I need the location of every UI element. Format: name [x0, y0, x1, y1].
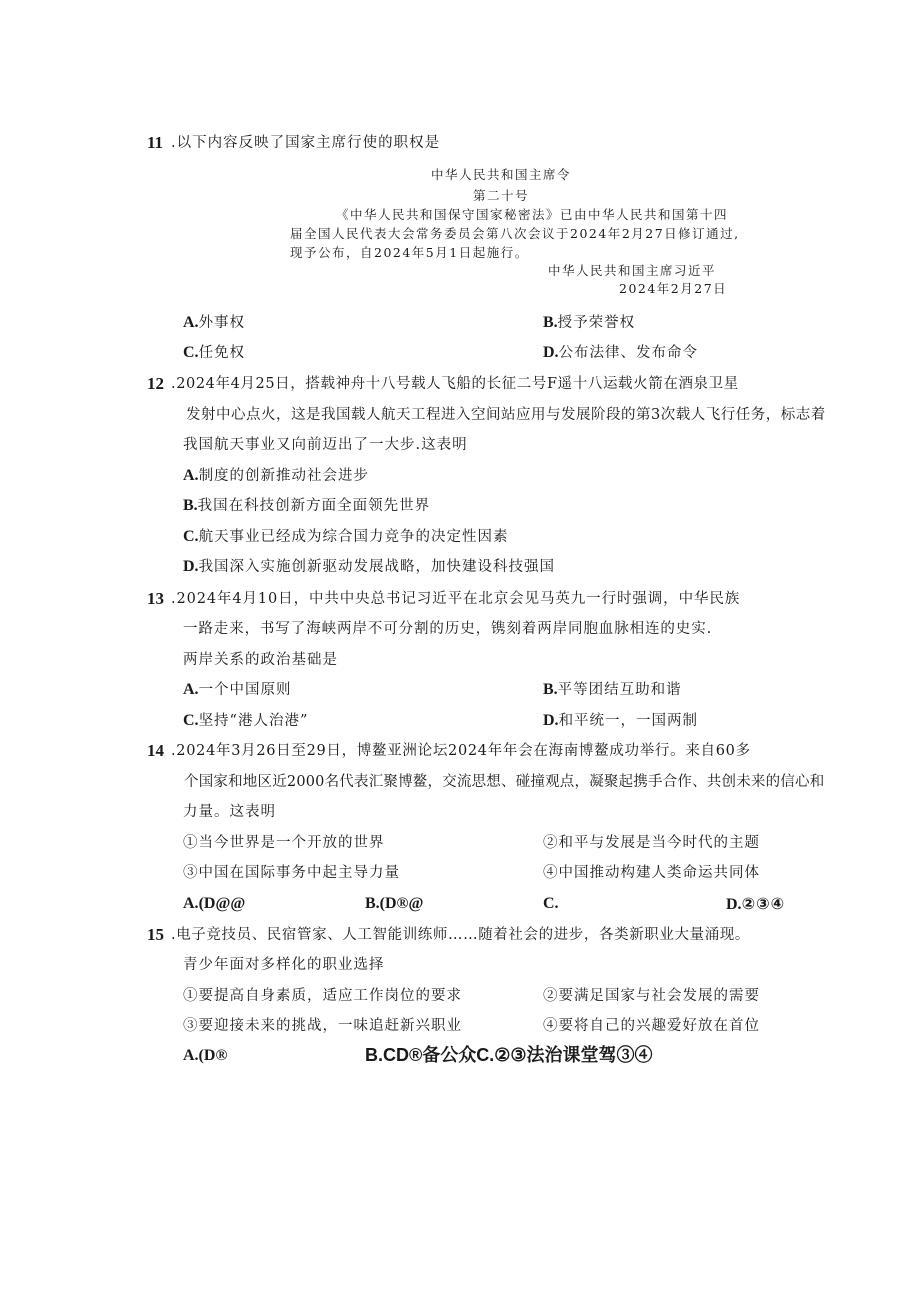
question-stem-line: 我国航天事业又向前迈出了一大步.这表明 [183, 437, 468, 453]
question-stem-line: 发射中心点火，这是我国载人航天工程进入空间站应用与发展阶段的第3次载人飞行任务，标志着 [186, 407, 826, 423]
options-b-c-d: B.CD®备公众C.②③法治课堂驾③④ [365, 1045, 653, 1065]
option-c: C. [543, 895, 559, 912]
question-stem: .2024年4月10日，中共中央总书记习近平在北京会见马英九一行时强调，中华民族 [171, 591, 741, 607]
statement-3: ③要迎接未来的挑战，一味追赶新兴职业 [183, 1018, 462, 1034]
statement-1: ①要提高自身素质，适应工作岗位的要求 [183, 988, 462, 1004]
question-stem-line: 青少年面对多样化的职业选择 [183, 957, 385, 973]
option-a: A.(D@@ [183, 895, 246, 912]
option-b: B.授予荣誉权 [543, 314, 636, 331]
decree-body-line: 《中华人民共和国保守国家秘密法》已由中华人民共和国第十四 [336, 207, 729, 222]
statement-2: ②和平与发展是当今时代的主题 [543, 835, 760, 851]
option-b: B.(D®@ [365, 895, 424, 912]
statement-3: ③中国在国际事务中起主导力量 [183, 865, 400, 881]
decree-body-line: 届全国人民代表大会常务委员会第八次会议于2024年2月27日修订通过, [290, 226, 740, 241]
option-a: A.(D® [183, 1047, 228, 1064]
option-c: C.坚持“港人治港” [183, 712, 309, 729]
option-b: B.我国在科技创新方面全面领先世界 [183, 497, 431, 514]
question-number: 11 [147, 133, 164, 152]
decree-signature: 中华人民共和国主席习近平 [548, 263, 717, 278]
option-c: C.任免权 [183, 344, 246, 361]
question-number: 15 [147, 925, 164, 944]
question-number: 13 [147, 589, 164, 608]
option-a: A.一个中国原则 [183, 681, 292, 698]
question-number: 12 [147, 374, 164, 393]
question-stem: .2024年3月26日至29日，博鳌亚洲论坛2024年年会在海南博鳌成功举行。来自60多 [171, 743, 751, 759]
question-stem-line: 个国家和地区近2000名代表汇聚博鳌，交流思想、碰撞观点，凝聚起携手合作、共创未来的信心和 [184, 774, 825, 790]
decree-title: 中华人民共和国主席令 [430, 167, 571, 182]
question-stem: .电子竞技员、民宿管家、人工智能训练师……随着社会的进步，各类新职业大量涌现。 [171, 927, 751, 943]
option-b: B.平等团结互助和谐 [543, 681, 682, 698]
option-d: D.我国深入实施创新驱动发展战略，加快建设科技强国 [183, 558, 556, 575]
question-stem: .以下内容反映了国家主席行使的职权是 [171, 135, 441, 151]
question-stem-line: 力量。这表明 [183, 804, 276, 820]
question-stem-line: 两岸关系的政治基础是 [183, 652, 338, 668]
option-a: A.制度的创新推动社会进步 [183, 467, 370, 484]
option-d: D.②③④ [726, 894, 786, 913]
statement-1: ①当今世界是一个开放的世界 [183, 835, 385, 851]
question-stem-line: 一路走来，书写了海峡两岸不可分割的历史，镌刻着两岸同胞血脉相连的史实. [183, 621, 713, 637]
decree-body-line: 现予公布，自2024年5月1日起施行。 [290, 245, 529, 260]
question-number: 14 [147, 741, 164, 760]
option-a: A.外事权 [183, 314, 246, 331]
decree-number: 第二十号 [472, 188, 529, 203]
question-stem: .2024年4月25日，搭载神舟十八号载人飞船的长征二号F遥十八运载火箭在酒泉卫星 [171, 376, 739, 392]
option-d: D.和平统一，一国两制 [543, 712, 699, 729]
option-d: D.公布法律、发布命令 [543, 344, 699, 361]
statement-2: ②要满足国家与社会发展的需要 [543, 988, 760, 1004]
decree-date: 2024年2月27日 [619, 281, 728, 296]
statement-4: ④要将自己的兴趣爱好放在首位 [543, 1018, 760, 1034]
statement-4: ④中国推动构建人类命运共同体 [543, 865, 760, 881]
option-c: C.航天事业已经成为综合国力竞争的决定性因素 [183, 528, 509, 545]
